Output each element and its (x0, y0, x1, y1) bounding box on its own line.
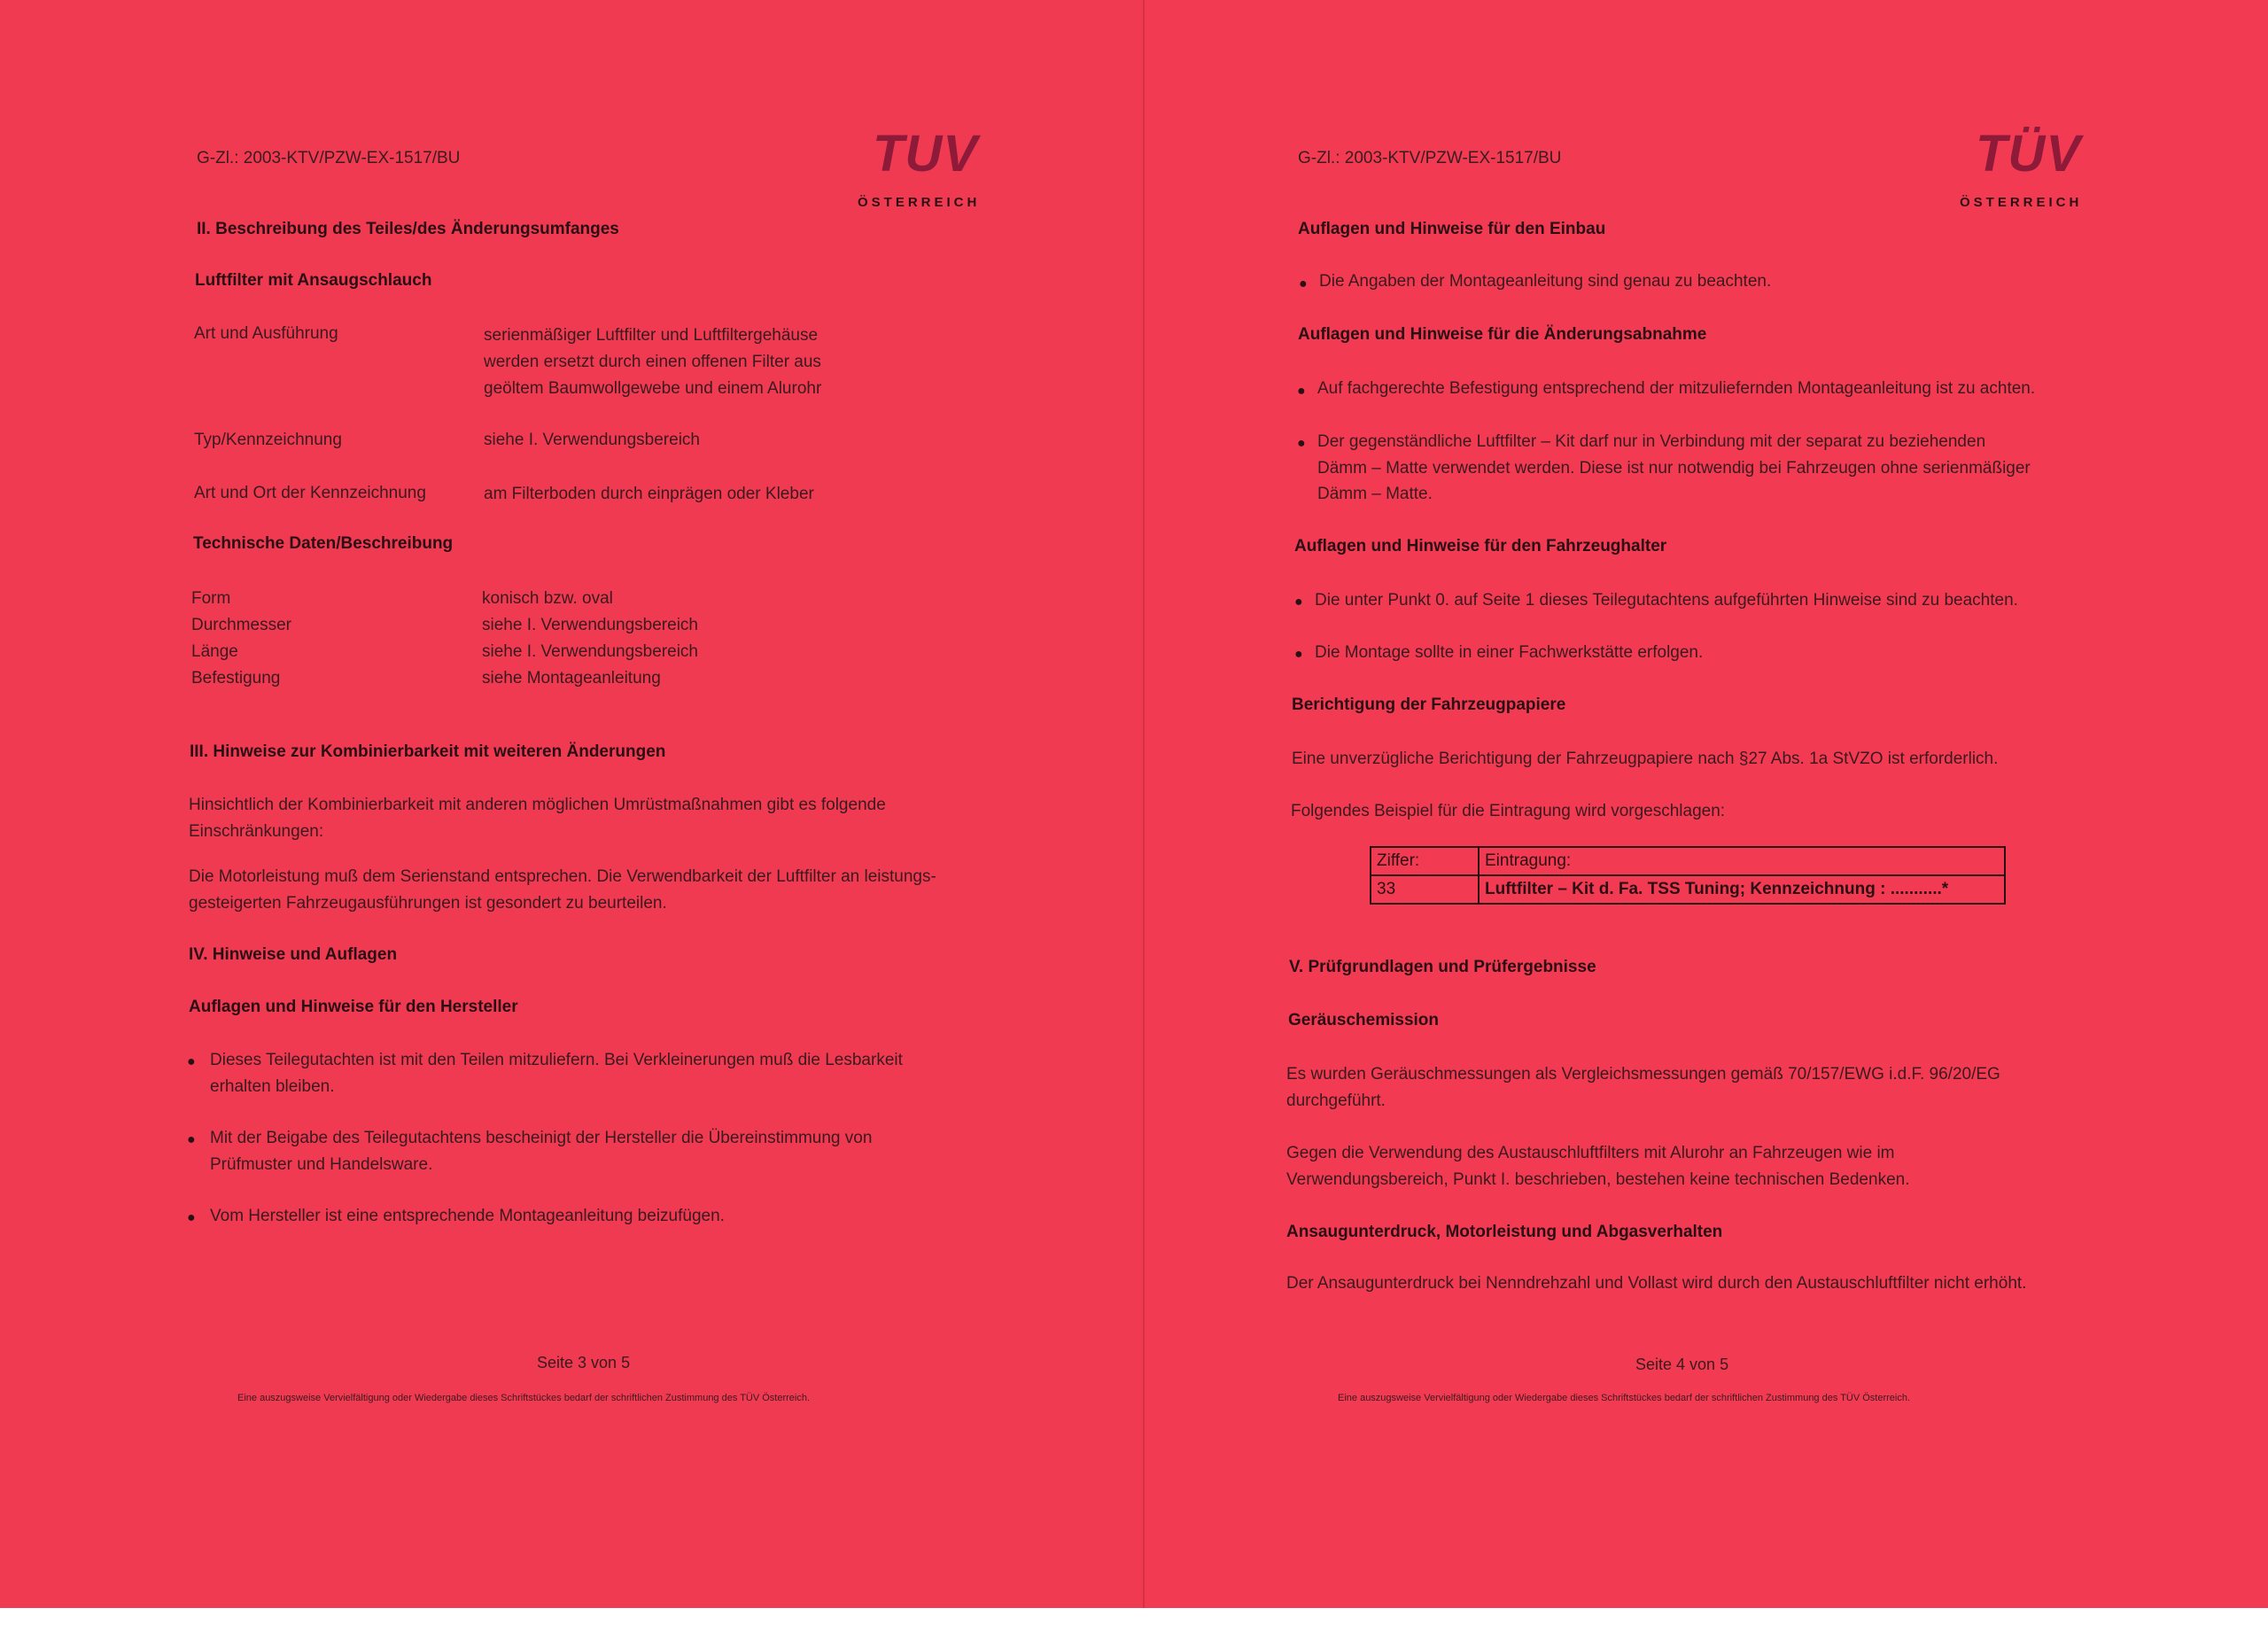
iv-subtitle: Auflagen und Hinweise für den Hersteller (189, 998, 518, 1016)
row-value: am Filterboden durch einprägen oder Kleber (484, 485, 814, 503)
bullet-text: Dämm – Matte verwendet werden. Diese ist nur notwendig bei Fahrzeugen ohne serienmäßiger (1317, 459, 2031, 478)
right-page (1145, 0, 2268, 1608)
reference-number: G-Zl.: 2003-KTV/PZW-EX-1517/BU (197, 149, 461, 167)
bullet-text: Dämm – Matte. (1317, 485, 1433, 503)
paragraph-line: Verwendungsbereich, Punkt I. beschrieben, bestehen keine technischen Bedenken. (1286, 1170, 1910, 1189)
geraeusch-title: Geräuschemission (1288, 1011, 1440, 1029)
subtitle-filter: Luftfilter mit Ansaugschlauch (195, 271, 432, 290)
tech-label: Form (191, 589, 231, 608)
row-value: geöltem Baumwollgewebe und einem Alurohr (484, 379, 822, 398)
tech-value: konisch bzw. oval (482, 589, 613, 608)
page-number: Seite 3 von 5 (537, 1354, 631, 1371)
bullet-text: Dieses Teilegutachten ist mit den Teilen mitzuliefern. Bei Verkleinerungen muß die Lesbarkeit (210, 1051, 903, 1069)
table-row (1371, 875, 2005, 904)
row-label: Art und Ausführung (194, 324, 338, 343)
tech-title: Technische Daten/Beschreibung (193, 534, 454, 553)
paragraph-line: Es wurden Geräuschmessungen als Vergleichsmessungen gemäß 70/157/EWG i.d.F. 96/20/EG (1286, 1065, 2000, 1084)
tech-value: siehe Montageanleitung (482, 669, 661, 688)
tech-label: Befestigung (191, 669, 281, 688)
bullet-icon: ● (1299, 276, 1308, 291)
tech-label: Durchmesser (191, 616, 291, 634)
paragraph-line: Die Motorleistung muß dem Serienstand entsprechen. Die Verwendbarkeit der Luftfilter an leistungs- (189, 867, 936, 886)
left-page (0, 0, 1145, 1608)
halter-title: Auflagen und Hinweise für den Fahrzeughalter (1294, 537, 1667, 555)
papiere-title: Berichtigung der Fahrzeugpapiere (1292, 695, 1566, 714)
bullet-icon: ● (1294, 647, 1303, 662)
table-cell: Luftfilter – Kit d. Fa. TSS Tuning; Kennzeichnung : ...........* (1479, 875, 2005, 904)
einbau-title: Auflagen und Hinweise für den Einbau (1298, 220, 1606, 238)
bullet-text: Die Montage sollte in einer Fachwerkstätte erfolgen. (1315, 643, 1704, 662)
bullet-text: Die unter Punkt 0. auf Seite 1 dieses Teilegutachtens aufgeführten Hinweise sind zu beachten. (1315, 591, 2018, 610)
bullet-icon: ● (1297, 384, 1306, 399)
bullet-text: Die Angaben der Montageanleitung sind genau zu beachten. (1319, 272, 1772, 291)
bullet-text: Vom Hersteller ist eine entsprechende Montageanleitung beizufügen. (210, 1207, 725, 1225)
row-value: siehe I. Verwendungsbereich (484, 431, 700, 449)
bullet-text: Prüfmuster und Handelsware. (210, 1155, 433, 1174)
tuv-logo-subtitle: ÖSTERREICH (1960, 195, 2083, 210)
table-cell: 33 (1371, 875, 1479, 904)
bullet-icon: ● (187, 1054, 196, 1069)
ansaug-text: Der Ansaugunterdruck bei Nenndrehzahl und Vollast wird durch den Austauschluftfilter nicht erhöht. (1286, 1274, 2027, 1293)
tech-value: siehe I. Verwendungsbereich (482, 642, 698, 661)
tech-label: Länge (191, 642, 238, 661)
tuv-logo-subtitle: ÖSTERREICH (858, 195, 981, 210)
paragraph-line: Einschränkungen: (189, 822, 324, 841)
bullet-text: Mit der Beigabe des Teilegutachtens bescheinigt der Hersteller die Übereinstimmung von (210, 1129, 873, 1147)
bullet-text: Auf fachgerechte Befestigung entsprechend der mitzuliefernden Montageanleitung ist zu achten. (1317, 379, 2036, 398)
table-header-cell: Eintragung: (1479, 847, 2005, 875)
bullet-icon: ● (1294, 594, 1303, 610)
row-value: serienmäßiger Luftfilter und Luftfiltergehäuse (484, 326, 819, 345)
bullet-icon: ● (187, 1210, 196, 1225)
tuv-logo: TUV (873, 125, 978, 183)
bullet-icon: ● (187, 1132, 196, 1147)
tech-value: siehe I. Verwendungsbereich (482, 616, 698, 634)
row-label: Typ/Kennzeichnung (194, 431, 342, 449)
bullet-text: erhalten bleiben. (210, 1077, 335, 1096)
reference-number: G-Zl.: 2003-KTV/PZW-EX-1517/BU (1298, 149, 1562, 167)
footer-note: Eine auszugsweise Vervielfältigung oder Wiedergabe dieses Schriftstückes bedarf der schriftlichen Zustimmung des TÜV Österreich. (237, 1393, 811, 1403)
section-ii-title: II. Beschreibung des Teiles/des Änderungsumfanges (197, 220, 619, 238)
tuv-logo: TÜV (1976, 125, 2081, 183)
table-header-row (1371, 847, 2005, 875)
section-iii-title: III. Hinweise zur Kombinierbarkeit mit weiteren Änderungen (190, 742, 666, 761)
paragraph-line: durchgeführt. (1286, 1092, 1386, 1110)
paragraph-line: Gegen die Verwendung des Austauschluftfilters mit Alurohr an Fahrzeugen wie im (1286, 1144, 1895, 1162)
entry-table (1370, 846, 2006, 905)
paragraph-line: Hinsichtlich der Kombinierbarkeit mit anderen möglichen Umrüstmaßnahmen gibt es folgende (189, 796, 886, 814)
abnahme-title: Auflagen und Hinweise für die Änderungsabnahme (1298, 325, 1707, 344)
row-label: Art und Ort der Kennzeichnung (194, 484, 426, 502)
bullet-icon: ● (1297, 436, 1306, 451)
section-iv-title: IV. Hinweise und Auflagen (189, 945, 398, 964)
paragraph-line: gesteigerten Fahrzeugausführungen ist gesondert zu beurteilen. (189, 894, 667, 913)
bullet-text: Der gegenständliche Luftfilter – Kit darf nur in Verbindung mit der separat zu beziehenden (1317, 432, 1986, 451)
papiere-text: Eine unverzügliche Berichtigung der Fahrzeugpapiere nach §27 Abs. 1a StVZO ist erforderlich. (1292, 750, 1999, 768)
ansaug-title: Ansaugunterdruck, Motorleistung und Abgasverhalten (1286, 1223, 1723, 1241)
section-v-title: V. Prüfgrundlagen und Prüfergebnisse (1289, 958, 1596, 976)
page-number: Seite 4 von 5 (1635, 1356, 1729, 1373)
table-header-cell: Ziffer: (1371, 847, 1479, 875)
beispiel-text: Folgendes Beispiel für die Eintragung wird vorgeschlagen: (1291, 802, 1726, 820)
row-value: werden ersetzt durch einen offenen Filter aus (484, 353, 821, 371)
footer-note: Eine auszugsweise Vervielfältigung oder Wiedergabe dieses Schriftstückes bedarf der schriftlichen Zustimmung des TÜV Österreich. (1338, 1393, 1911, 1403)
